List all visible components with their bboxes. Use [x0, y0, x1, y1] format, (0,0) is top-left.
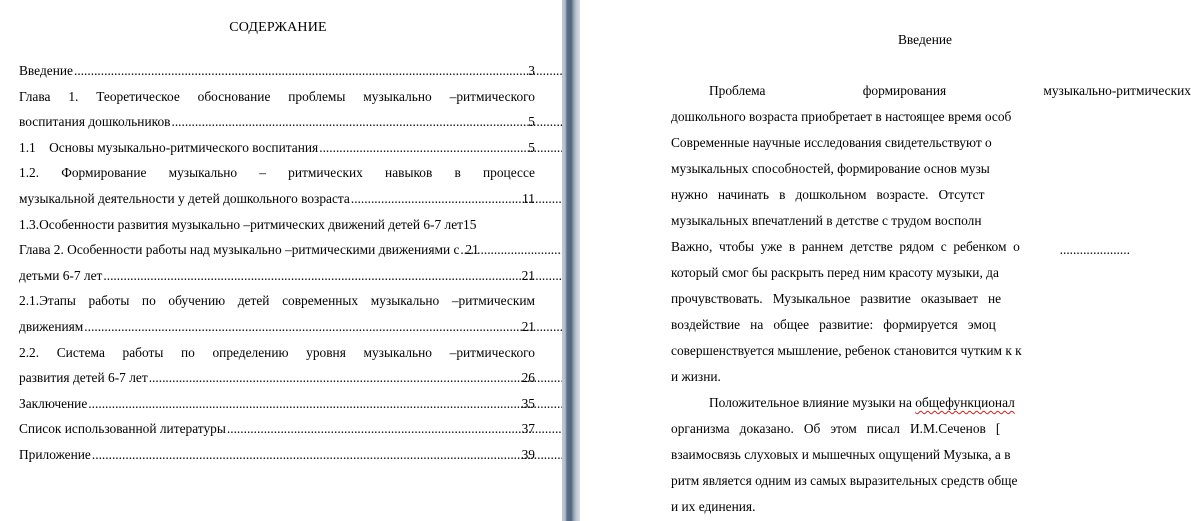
body-line: совершенствуется мышление, ребенок становится чутким к к [671, 343, 1022, 358]
toc-leader-dots [351, 186, 521, 212]
toc-entry-text: Приложение [19, 446, 91, 462]
toc-entry-text: движениям [19, 318, 84, 334]
body-line: который смог бы раскрыть перед ним красоту музыки, да [671, 265, 999, 280]
toc-entry-text: развития детей 6-7 лет [19, 370, 148, 386]
body-line: дошкольного возраста приобретает в настоящее время особ [671, 109, 1012, 124]
toc-entry-text: 1.1 Основы музыкально-ритмического воспитания [19, 139, 319, 155]
toc-entry-section-2-1-line1[interactable]: 2.1.Этапы работы по обучению детей современных музыкально –ритмическим [19, 293, 535, 309]
toc-title: СОДЕРЖАНИЕ [229, 20, 327, 35]
body-line: музыкальных впечатлений в детстве с трудом восполн [671, 213, 982, 228]
toc-leader-dots [149, 365, 521, 391]
toc-list [19, 58, 535, 468]
spellcheck-flagged-word[interactable]: общефункционал [915, 395, 1015, 410]
body-line: воздействие на общее развитие: формируется эмоц [671, 317, 996, 332]
toc-page-number: 21 [521, 318, 535, 334]
toc-leader-dots [103, 263, 520, 289]
toc-entry-text: 1.3.Особенности развития музыкально –ритмических движений детей 6-7 лет [19, 216, 464, 232]
toc-leader-dots [74, 58, 527, 84]
toc-entry-chapter2-line2[interactable] [19, 263, 535, 289]
toc-entry-section-2-2-line2[interactable] [19, 365, 535, 391]
body-line: Проблема формирования музыкально-ритмических [709, 83, 1191, 98]
toc-page-number: 35 [521, 395, 535, 411]
toc-leader-dots [92, 442, 521, 468]
body-line: и жизни. [671, 369, 721, 384]
toc-leader-dots [88, 391, 520, 417]
toc-entry-literature[interactable] [19, 416, 535, 442]
body-line-text: Положительное влияние музыки на [709, 395, 916, 410]
toc-entry-text: Глава 2. Особенности работы над музыкально –ритмическими движениями с [19, 242, 460, 258]
toc-page-number: 15 [463, 216, 477, 232]
toc-entry-section-1-1[interactable] [19, 135, 535, 161]
introduction-page [580, 0, 1191, 521]
introduction-title: Введение [898, 32, 952, 47]
body-line: Современные научные исследования свидетельствуют о [671, 135, 992, 150]
toc-entry-section-1-2-line2[interactable] [19, 186, 535, 212]
toc-entry-section-2-1-line2[interactable] [19, 314, 535, 340]
body-line: музыкальных способностей, формирование основ музы [671, 161, 990, 176]
toc-leader-dots [84, 314, 520, 340]
toc-page [0, 0, 562, 521]
toc-entry-conclusion[interactable] [19, 391, 535, 417]
toc-entry-appendix[interactable] [19, 442, 535, 468]
toc-entry-text: музыкальной деятельности у детей дошкольного возраста [19, 190, 350, 206]
toc-entry-section-1-2-line1[interactable]: 1.2. Формирование музыкально – ритмических навыков в процессе [19, 165, 535, 181]
body-line: нужно начинать в дошкольном возрасте. Отсутст [671, 187, 985, 202]
toc-page-number: 21 [521, 267, 535, 283]
toc-leader-dots [171, 109, 527, 135]
toc-entry-chapter1-line1[interactable]: Глава 1. Теоретическое обоснование проблемы музыкально –ритмического [19, 88, 535, 104]
toc-entry-chapter1-line2[interactable] [19, 109, 535, 135]
toc-page-number: 37 [521, 421, 535, 437]
body-line: прочувствовать. Музыкальное развитие оказывает не [671, 291, 1002, 306]
body-line: и их единения. [671, 499, 756, 514]
toc-page-number: 26 [521, 370, 535, 386]
toc-entry-intro[interactable] [19, 58, 535, 84]
toc-page-number: 3 [528, 63, 535, 78]
toc-leader-dots [460, 237, 464, 263]
toc-entry-text: детьми 6-7 лет [19, 267, 103, 283]
toc-entry-text: воспитания дошкольников [19, 114, 171, 130]
toc-page-number: 39 [521, 446, 535, 462]
body-line [671, 390, 1191, 416]
body-line: взаимосвязь слуховых и мышечных ощущений Музыка, а в [671, 447, 1011, 462]
toc-page-number: 5 [528, 139, 535, 155]
toc-page-number: 5 [528, 114, 535, 130]
toc-entry-chapter2-line1[interactable] [19, 237, 535, 263]
body-line: организма доказано. Об этом писал И.М.Сеченов [ [671, 421, 1001, 436]
toc-page-number: 21 [465, 242, 479, 258]
toc-entry-section-1-3[interactable] [19, 212, 535, 238]
toc-entry-text: Введение [19, 63, 73, 78]
toc-entry-text: Заключение [19, 395, 88, 411]
toc-entry-text: Список использованной литературы [19, 421, 226, 437]
toc-leader-dots [319, 135, 527, 161]
body-line: ритм является одним из самых выразительных средств обще [671, 473, 1018, 488]
introduction-body [671, 78, 1191, 520]
toc-leader-dots [227, 416, 521, 442]
body-line: Важно, чтобы уже в раннем детстве рядом с ребенком о [671, 239, 1020, 254]
page-gutter [562, 0, 580, 521]
toc-entry-section-2-2-line1[interactable]: 2.2. Система работы по определению уровня музыкально –ритмического [19, 344, 535, 360]
toc-page-number: 11 [522, 190, 535, 206]
